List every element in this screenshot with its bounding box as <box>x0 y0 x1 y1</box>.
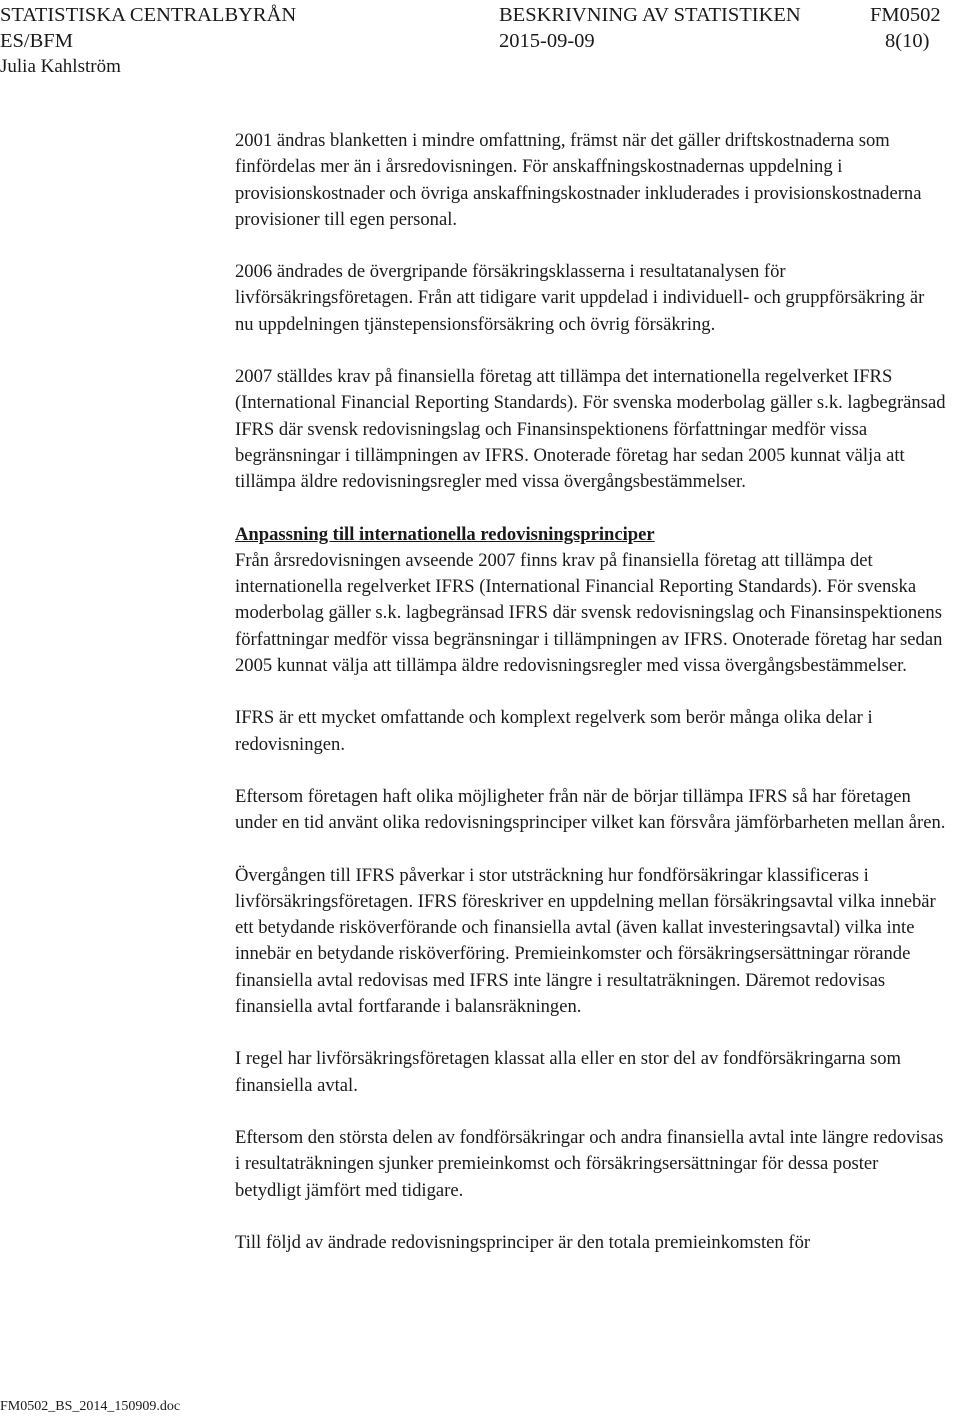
page-number: 8(10) <box>885 30 930 52</box>
paragraph-2001: 2001 ändras blanketten i mindre omfattning, främst när det gäller driftskostnaderna som finfördelas mer än i årsredovisningen. För anskaffningskostnadernas uppdelning i provisionskostnader och övriga anskaffningskostnader inkluderades i provisionskostnaderna provisioner till egen personal. <box>235 130 922 230</box>
document-code: FM0502 <box>870 4 941 26</box>
paragraph-2007: 2007 ställdes krav på finansiella företag att tillämpa det internationella regelverket IFRS (International Financial Reporting Standards). För svenska moderbolag gäller s.k. lagbegränsad IFRS där svensk redovisningslag och Finansinspektionens författningar medför vissa begränsningar i tillämpningen av IFRS. Onoterade företag har sedan 2005 kunnat välja att tillämpa äldre redovisningsregler med vissa övergångsbestämmelser. <box>235 366 946 493</box>
document-body <box>235 128 947 1282</box>
section-ifrs <box>235 522 947 680</box>
section-heading: Anpassning till internationella redovisningsprinciper <box>235 523 655 545</box>
paragraph-ifrs-complex: IFRS är ett mycket omfattande och komplext regelverk som berör många olika delar i redovisningen. <box>235 707 873 755</box>
paragraph-premium-decline: Eftersom den största delen av fondförsäkringar och andra finansiella avtal inte längre redovisas i resultaträkningen sjunker premieinkomst och försäkringsersättningar för dessa poster betydligt jämfört med tidigare. <box>235 1126 944 1201</box>
paragraph-classification: Övergången till IFRS påverkar i stor utsträckning hur fondförsäkringar klassificeras i livförsäkringsföretagen. IFRS föreskriver en uppdelning mellan försäkringsavtal vilka innebär ett betydande risköverförande och finansiella avtal (även kallat investeringsavtal) vilka inte innebär en betydande risköverföring. Premieinkomster och försäkringsersättningar rörande finansiella avtal redovisas med IFRS inte längre i resultaträkningen. Däremot redovisas finansiella avtal fortfarande i balansräkningen. <box>235 864 936 1018</box>
footer-filename: FM0502_BS_2014_150909.doc <box>0 1399 181 1414</box>
paragraph-unit-linked: I regel har livförsäkringsföretagen klassat alla eller en stor del av fondförsäkringarna som finansiella avtal. <box>235 1048 902 1096</box>
section-intro: Från årsredovisningen avseende 2007 finns krav på finansiella företag att tillämpa det internationella regelverket IFRS (International Financial Reporting Standards). För svenska moderbolag gäller s.k. lagbegränsad IFRS där svensk redovisningslag och Finansinspektionens författningar medför vissa begränsningar i tillämpningen av IFRS. Onoterade företag har sedan 2005 kunnat välja att tillämpa äldre redovisningsregler med vissa övergångsbestämmelser. <box>235 549 943 677</box>
unit-code: ES/BFM <box>0 30 73 52</box>
paragraph-total-premium: Till följd av ändrade redovisningsprinciper är den totala premieinkomsten för <box>235 1231 811 1253</box>
document-date: 2015-09-09 <box>499 30 595 52</box>
document-type: BESKRIVNING AV STATISTIKEN <box>499 4 801 26</box>
author-name: Julia Kahlström <box>0 56 121 77</box>
paragraph-2006: 2006 ändrades de övergripande försäkringsklasserna i resultatanalysen för livförsäkringsföretagen. Från att tidigare varit uppdelad i individuell- och gruppförsäkring är nu uppdelningen tjänstepensionsförsäkring och övrig försäkring. <box>235 261 925 335</box>
page-footer <box>0 1398 180 1416</box>
paragraph-comparability: Eftersom företagen haft olika möjligheter från när de börjar tillämpa IFRS så har företagen under en tid använt olika redovisningsprinciper vilket kan försvåra jämförbarheten mellan åren. <box>235 785 946 834</box>
organization-name: STATISTISKA CENTRALBYRÅN <box>0 4 297 26</box>
